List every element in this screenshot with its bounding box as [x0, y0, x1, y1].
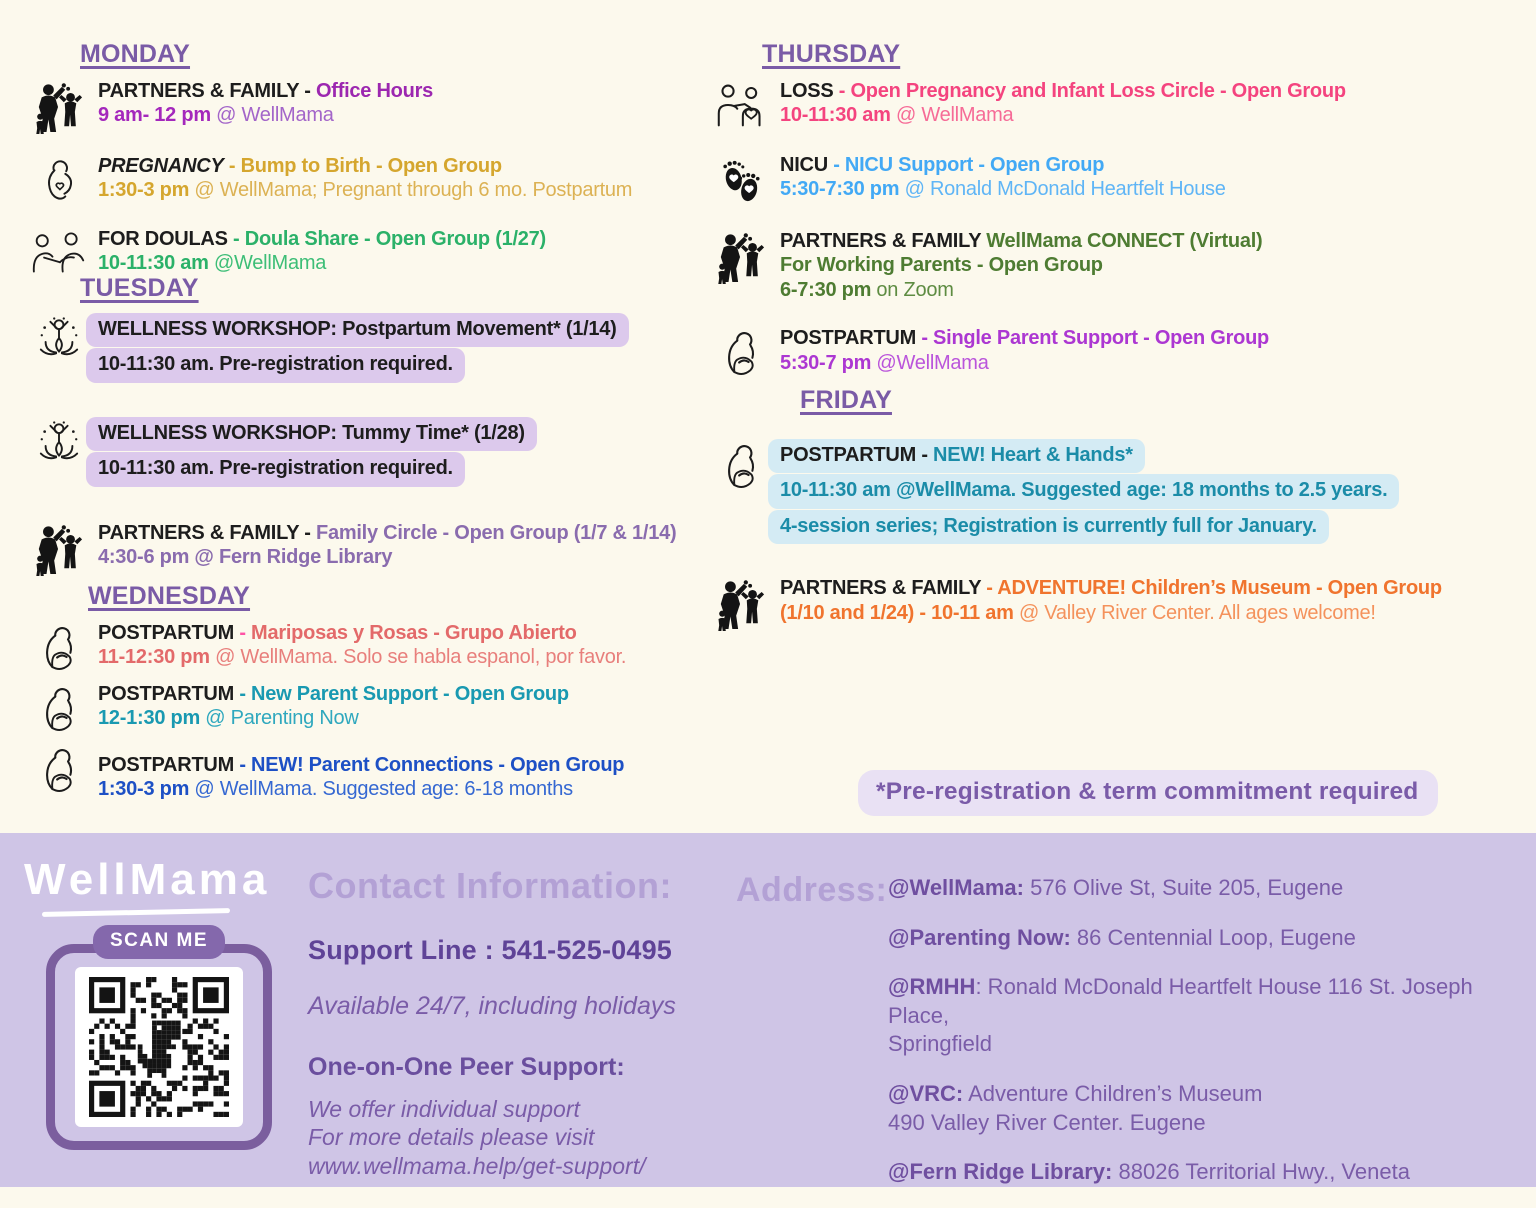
event-row [30, 417, 710, 488]
event-line: (1/10 and 1/24) - 10-11 am @ Valley River Center. All ages welcome! [780, 601, 1376, 624]
pre-registration-note: *Pre-registration & term commitment required [858, 770, 1438, 816]
peer-support-heading: One-on-One Peer Support: [308, 1053, 625, 1081]
address-label: @Parenting Now: [888, 924, 1071, 950]
address-entries [888, 871, 1536, 1208]
event-line: POSTPARTUM - Mariposas y Rosas - Grupo Abierto [98, 622, 577, 644]
qr-code [75, 967, 243, 1127]
qr-widget [46, 925, 272, 1150]
event-row [712, 79, 1527, 129]
address-entry: @Parenting Now: 86 Centennial Loop, Eugene [888, 924, 1356, 950]
address-heading: Address: [736, 871, 888, 909]
event-row [30, 621, 710, 673]
address-section [736, 871, 1536, 1208]
event-line: 5:30-7:30 pm @ Ronald McDonald Heartfelt House [780, 178, 1226, 201]
event-line: NICU - NICU Support - Open Group [780, 154, 1105, 176]
postpartum-icon [712, 439, 770, 491]
event-text [98, 521, 676, 570]
footer [0, 833, 1536, 1187]
peer-support-details [308, 1095, 728, 1180]
event-line: 1:30-3 pm @ WellMama. Suggested age: 6-18 months [98, 778, 573, 801]
event-row [30, 79, 710, 135]
event-text [98, 313, 629, 384]
address-entry: @VRC: Adventure Children’s Museum 490 Valley River Center. Eugene [888, 1080, 1263, 1135]
scan-me-label: SCAN ME [93, 925, 225, 959]
partners-family-icon [712, 229, 770, 285]
event-text [98, 227, 546, 276]
address-label: @WellMama: [888, 875, 1024, 900]
event-text [780, 79, 1346, 128]
event-row [30, 154, 710, 208]
event-text [98, 154, 632, 203]
availability-note: Available 24/7, including holidays [308, 992, 676, 1020]
event-line: 10-11:30 am. Pre-registration required. [86, 452, 465, 486]
event-line: FOR DOULAS - Doula Share - Open Group (1/27) [98, 228, 546, 250]
event-row [712, 326, 1527, 378]
event-row [712, 439, 1527, 545]
event-text [780, 439, 1399, 545]
day-section-wednesday [30, 582, 710, 811]
day-section-tuesday [30, 274, 710, 610]
day-heading: TUESDAY [80, 274, 199, 302]
address-entry: @Fern Ridge Library: 88026 Territorial Hwy., Veneta [888, 1159, 1410, 1185]
event-line: POSTPARTUM - Single Parent Support - Open Group [780, 327, 1269, 350]
nicu-icon [712, 153, 770, 205]
event-line: For Working Parents - Open Group [780, 254, 1103, 277]
postpartum-icon [30, 621, 88, 673]
event-line: 10-11:30 am. Pre-registration required. [86, 348, 465, 382]
support-line: Support Line : 541-525-0495 [308, 935, 673, 965]
event-line: PREGNANCY - Bump to Birth - Open Group [98, 155, 502, 177]
contact-info-section [308, 865, 728, 1180]
address-label: @RMHH [888, 974, 976, 1000]
pregnancy-icon [30, 154, 88, 208]
day-section-thursday [712, 40, 1527, 402]
peer-support-line: We offer individual support [308, 1096, 580, 1122]
event-line: 12-1:30 pm @ Parenting Now [98, 707, 359, 730]
event-line: 9 am- 12 pm @ WellMama [98, 104, 334, 127]
day-section-friday [712, 386, 1527, 663]
event-line: PARTNERS & FAMILY - ADVENTURE! Children’s Museum - Open Group [780, 577, 1442, 600]
event-line: 10-11:30 am @ WellMama [780, 104, 1014, 127]
event-text [780, 326, 1269, 375]
event-line: 11-12:30 pm @ WellMama. Solo se habla espanol, por favor. [98, 646, 627, 669]
wellness-icon [30, 313, 88, 365]
event-text [98, 682, 569, 731]
wellmama-logo: WellMama [24, 855, 271, 904]
event-text [98, 753, 624, 802]
qr-frame [46, 944, 272, 1150]
day-heading: MONDAY [80, 40, 191, 68]
event-line: 4:30-6 pm @ Fern Ridge Library [98, 545, 393, 568]
event-text [780, 576, 1442, 625]
address-entry: @WellMama: 576 Olive St, Suite 205, Eugene [888, 875, 1344, 900]
event-text [780, 229, 1262, 302]
event-text [98, 417, 537, 488]
event-line: 10-11:30 am @WellMama [98, 252, 327, 275]
event-text [98, 621, 626, 670]
event-line: 1:30-3 pm @ WellMama; Pregnant through 6 mo. Postpartum [98, 179, 633, 202]
partners-family-icon [30, 79, 88, 135]
event-line: 6-7:30 pm on Zoom [780, 278, 954, 301]
event-row [712, 229, 1527, 302]
postpartum-icon [30, 682, 88, 734]
logo-underline [42, 908, 230, 917]
event-row [30, 313, 710, 384]
event-row [30, 521, 710, 577]
address-entry: @RMHH: Ronald McDonald Heartfelt House 116 St. Joseph Place, Springfield [888, 974, 1473, 1057]
event-line: PARTNERS & FAMILY - Family Circle - Open Group (1/7 & 1/14) [98, 521, 677, 544]
day-heading: FRIDAY [800, 386, 892, 414]
doulas-icon [30, 227, 88, 275]
loss-icon [712, 79, 770, 129]
event-line: POSTPARTUM - New Parent Support - Open Group [98, 683, 569, 705]
day-heading: WEDNESDAY [88, 582, 251, 610]
event-row [30, 227, 710, 276]
address-label: @Fern Ridge Library: [888, 1159, 1113, 1185]
event-text [780, 153, 1226, 202]
peer-support-line: For more details please visit [308, 1124, 595, 1151]
postpartum-icon [712, 326, 770, 378]
wellness-icon [30, 417, 88, 469]
event-line: 10-11:30 am @WellMama. Suggested age: 18 months to 2.5 years. [768, 474, 1399, 508]
peer-support-line: www.wellmama.help/get-support/ [308, 1152, 646, 1179]
event-line: WELLNESS WORKSHOP: Postpartum Movement* (1/14) [86, 313, 629, 347]
day-section-monday [30, 40, 710, 295]
event-row [712, 576, 1527, 632]
event-row [712, 153, 1527, 205]
event-line: PARTNERS & FAMILY - Office Hours [98, 80, 434, 102]
event-line: LOSS - Open Pregnancy and Infant Loss Circle - Open Group [780, 80, 1346, 102]
event-line: PARTNERS & FAMILY WellMama CONNECT (Virtual) [780, 230, 1263, 252]
contact-info-heading: Contact Information: [308, 865, 672, 906]
event-line: 4-session series; Registration is currently full for January. [768, 510, 1329, 544]
partners-family-icon [30, 521, 88, 577]
partners-family-icon [712, 576, 770, 632]
event-row [30, 743, 710, 802]
day-heading: THURSDAY [762, 40, 901, 68]
event-line: POSTPARTUM - NEW! Parent Connections - Open Group [98, 754, 625, 776]
event-line: 5:30-7 pm @WellMama [780, 351, 989, 374]
address-label: @VRC: [888, 1080, 964, 1106]
event-row [30, 682, 710, 734]
event-text [98, 79, 433, 128]
event-line: POSTPARTUM - NEW! Heart & Hands* [768, 439, 1145, 473]
postpartum-icon [30, 743, 88, 795]
event-line: WELLNESS WORKSHOP: Tummy Time* (1/28) [86, 417, 537, 451]
